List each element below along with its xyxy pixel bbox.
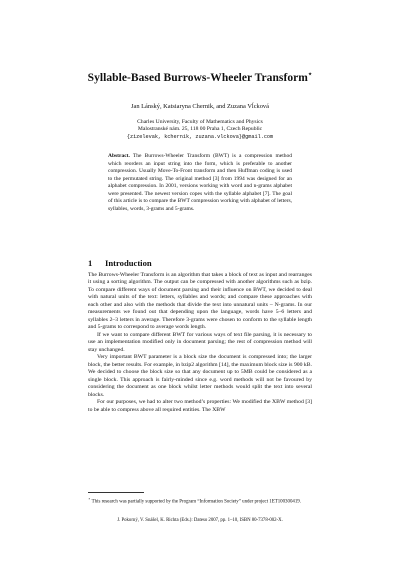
title-footnote-mark: ⋆ — [307, 70, 313, 78]
abstract-text: The Burrows-Wheeler Transform (BWT) is a compression method which reorders an input string into the form, which is preferable to another compression. Usually Move-To-Front transform and then Huffman coding is used to the permutated string. The original method [3] from 1994 was designed for an alphabet compression. In 2001, versions working with word and n-grams alphabet were presented. The newest version copes with the syllable alphabet [7]. The goal of this article is to compare the BWT compression working with alphabet of letters, syllables, words, 3-grams and 5-grams. — [108, 153, 292, 212]
section-number: 1 — [88, 258, 93, 268]
footnote-text: This research was partially supported by the Program “Information Society” under project 1ET100300419. — [91, 499, 301, 505]
body-text — [88, 272, 312, 414]
paragraph: Very important BWT parameter is a block size the document is compressed into; the larger block, the better results. For example, in bzip2 algorithm [14], the maximum block size is 900 kB. We decided to choose the block size so that any document up to 5MB could be considered as a single block. This approach is fairly-minded since e.g. word methods will not be favoured by considering the document as one block whilst letter methods would split the text into several blocks. — [88, 354, 312, 398]
footnote-mark: ⋆ — [88, 496, 91, 501]
affiliation-line-2: Malostranské nám. 25, 118 00 Praha 1, Czech Republic — [137, 126, 263, 133]
footnote-rule — [88, 492, 144, 493]
paragraph: If we want to compare different BWT for various ways of text file parsing, it is necessary to use an implementation modified only in document parsing; the rest of compression method will stay unchanged. — [88, 331, 312, 353]
abstract — [108, 153, 292, 213]
affiliation — [0, 119, 400, 141]
page-footer: J. Pokorný, V. Snášel, K. Richta (Eds.): Dateso 2007, pp. 1–10, ISBN 80-7378-002-X. — [117, 518, 283, 523]
abstract-label: Abstract. — [108, 153, 130, 159]
paragraph: For our purposes, we had to alter two method’s properties: We modified the XBW method [3] to be able to compress above all required entities. The XBW — [88, 399, 312, 413]
paragraph: The Burrows-Wheeler Transform is an algorithm that takes a block of text as input and rearranges it using a sorting algorithm. The output can be compressed with another algorithms such as bzip. To compare different ways of document parsing and their influence on BWT, we decided to deal with natural units of the text: letters, syllables and words; and compare these approaches with each other and also with the methods that divide the text into unnatural units – N-grams. In our measurements we found out that depending upon the language, words have 5–6 letters and syllables 2–3 letters in average. Therefore 3-grams were chosen to conform to the syllable length and 5-grams to correspond to average words length. — [88, 272, 312, 331]
title-text: Syllable-Based Burrows-Wheeler Transform — [87, 71, 308, 84]
section-heading — [88, 258, 152, 268]
authors: Jan Lánský, Katsiaryna Chernik, and Zuzana Vĺcková — [131, 103, 269, 110]
author-emails: {zizelevak, kchernik, zuzana.vlckova}@gmail.com — [126, 133, 274, 140]
paper-title — [0, 70, 400, 84]
affiliation-line-1: Charles University, Faculty of Mathematics and Physics — [137, 119, 263, 125]
section-title: Introduction — [105, 258, 152, 268]
footnote — [88, 496, 312, 506]
